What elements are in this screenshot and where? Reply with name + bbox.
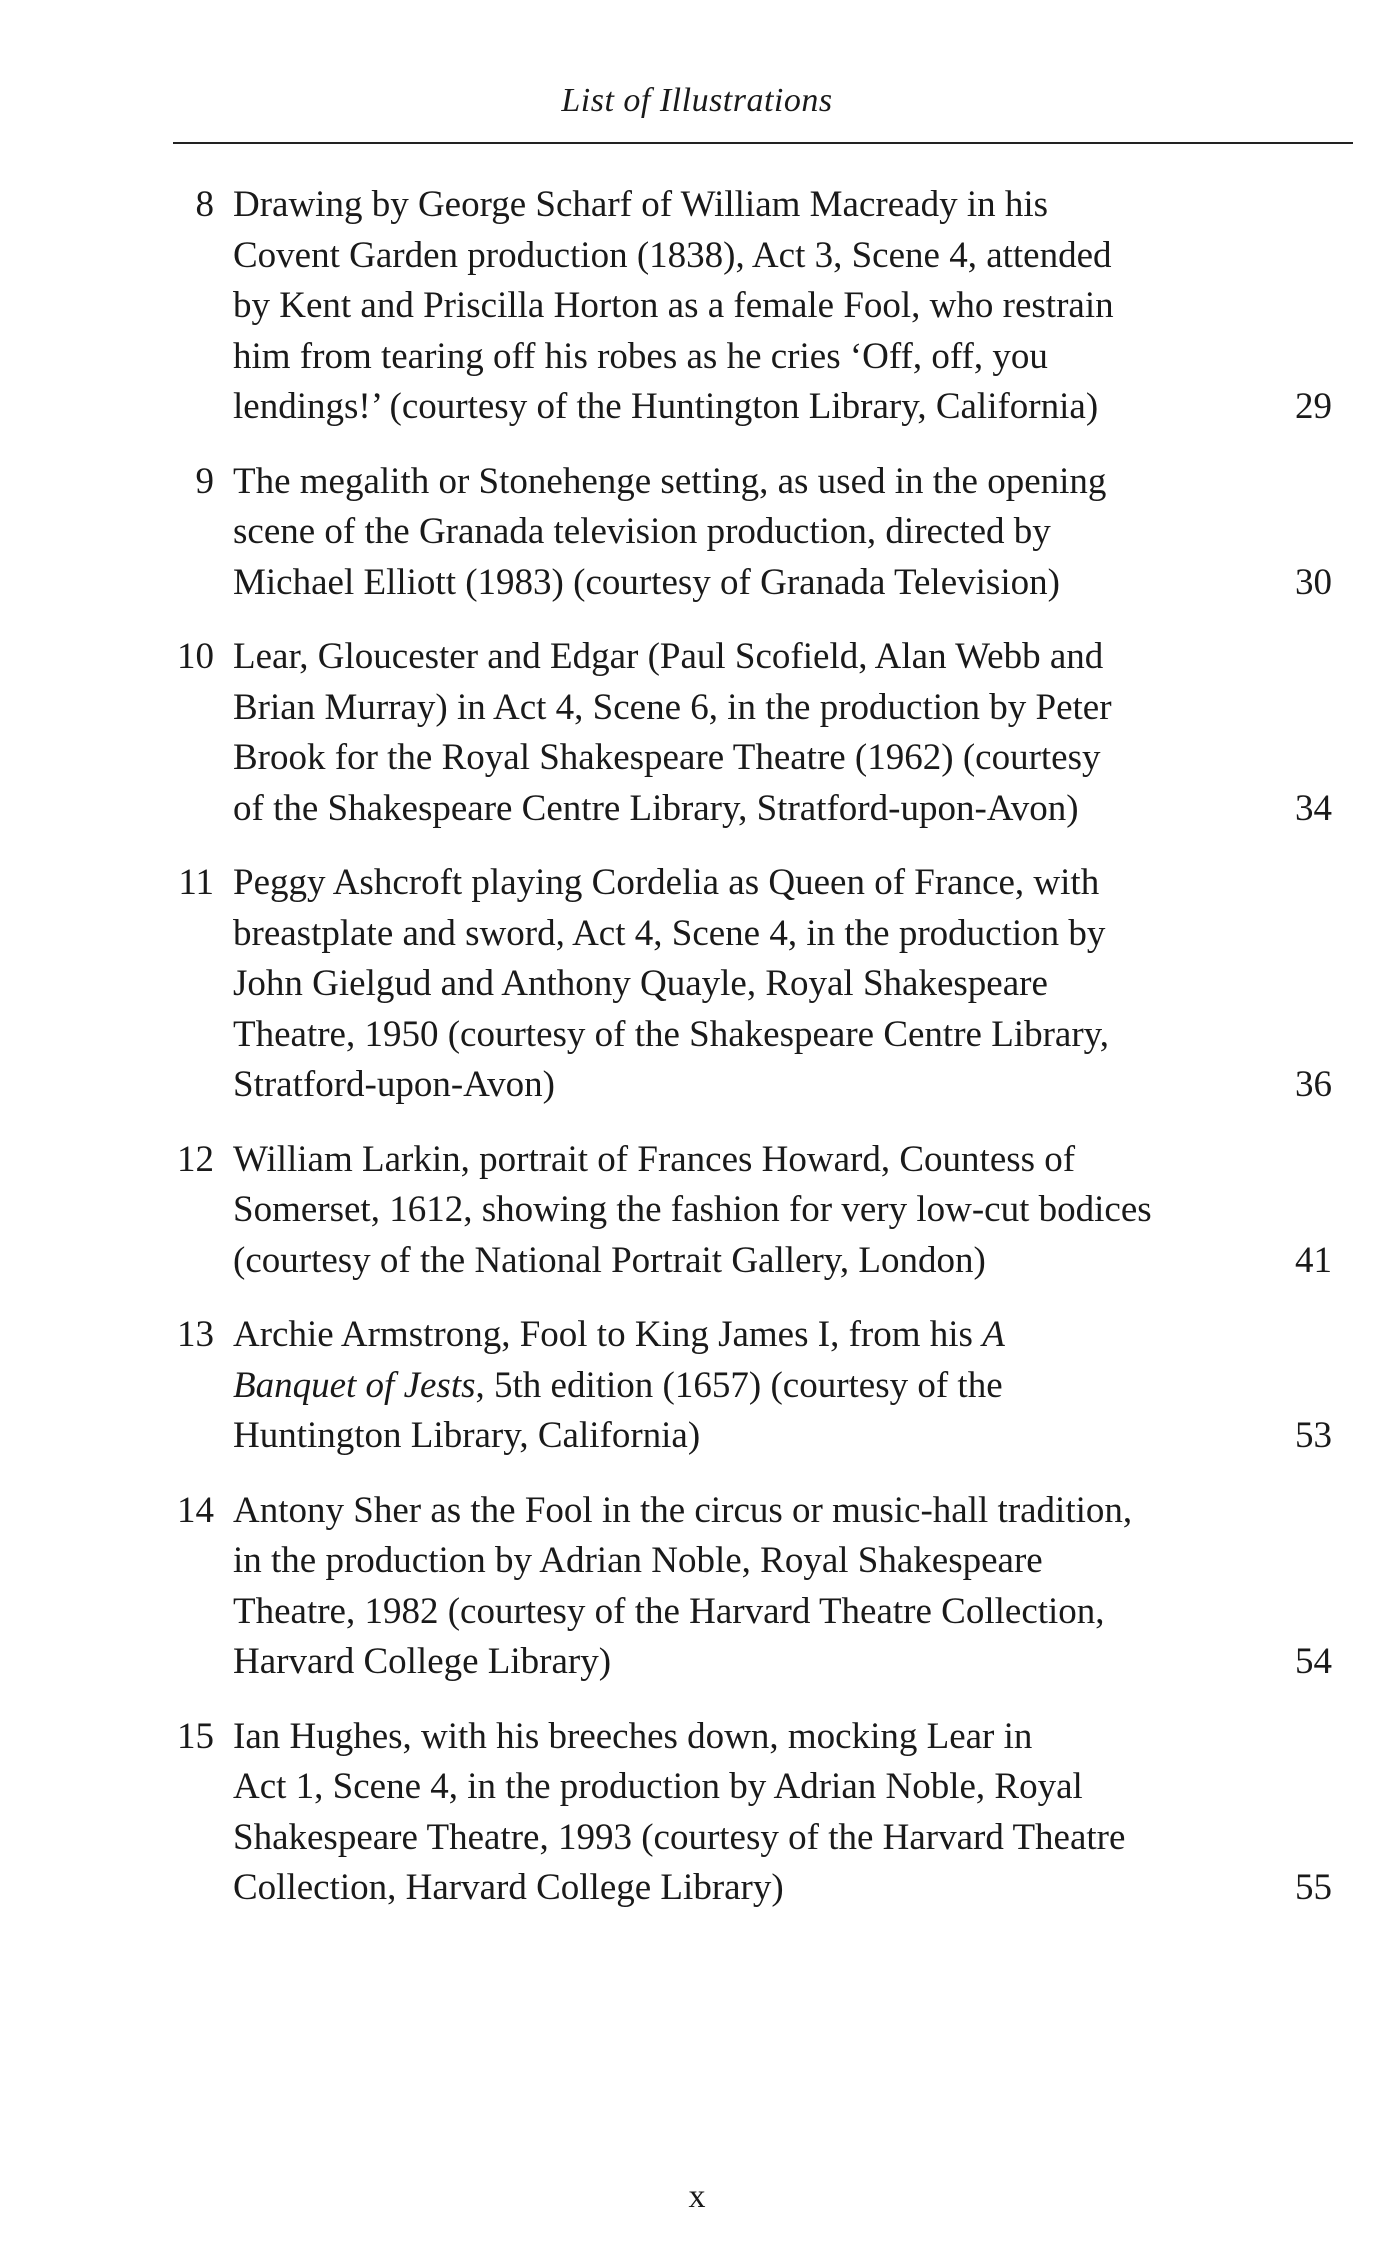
illustration-list bbox=[0, 180, 1394, 1938]
entry-page-number: 36 bbox=[1295, 1064, 1332, 1105]
entry-page-number: 34 bbox=[1295, 787, 1332, 829]
entry-number: 13 bbox=[177, 1314, 214, 1355]
entry-page-number: 55 bbox=[1295, 1867, 1332, 1908]
list-entry bbox=[0, 180, 1394, 433]
entry-caption bbox=[233, 1310, 1253, 1462]
book-title: A Banquet of Jests bbox=[233, 1314, 1005, 1406]
entry-number: 11 bbox=[178, 862, 214, 903]
list-entry bbox=[0, 858, 1394, 1111]
list-entry bbox=[0, 632, 1394, 834]
entry-number: 12 bbox=[177, 1138, 214, 1180]
entry-caption: William Larkin, portrait of Frances Howard, Countess of Somerset, 1612, showing the fashion for very low-cut bodices (courtesy of the National Portrait Gallery, London) bbox=[233, 1138, 1152, 1281]
running-head: List of Illustrations bbox=[561, 82, 833, 119]
entry-caption: The megalith or Stonehenge setting, as used in the opening scene of the Granada television production, directed by Michael Elliott (1983) (courtesy of Granada Television) bbox=[233, 460, 1107, 603]
entry-page-number: 30 bbox=[1295, 561, 1332, 603]
entry-page-number: 41 bbox=[1295, 1239, 1332, 1281]
page-folio: x bbox=[688, 2178, 706, 2215]
list-entry bbox=[0, 1135, 1394, 1287]
entry-caption: Antony Sher as the Fool in the circus or music-hall tradition, in the production by Adrian Noble, Royal Shakespeare Theatre, 1982 (courtesy of the Harvard Theatre Collection, Harvard College Library) bbox=[233, 1489, 1133, 1682]
entry-number: 8 bbox=[195, 184, 214, 225]
caption-text: , 5th edition (1657) (courtesy of the Huntington Library, California) bbox=[233, 1364, 1003, 1456]
header-rule bbox=[173, 142, 1353, 144]
entry-caption: Drawing by George Scharf of William Macready in his Covent Garden production (1838), Act 3, Scene 4, attended by Kent and Priscilla Horton as a female Fool, who restrain him from tearing off his robes as he cries ‘Off, off, you lendings!’ (courtesy of the Huntington Library, California) bbox=[233, 184, 1114, 427]
caption-text: Archie Armstrong, Fool to King James I, from his bbox=[233, 1314, 983, 1355]
list-entry bbox=[0, 1310, 1394, 1462]
list-entry bbox=[0, 1486, 1394, 1688]
entry-number: 10 bbox=[177, 636, 214, 677]
entry-caption: Lear, Gloucester and Edgar (Paul Scofield, Alan Webb and Brian Murray) in Act 4, Scene 6, in the production by Peter Brook for the Royal Shakespeare Theatre (1962) (courtesy of the Shakespeare Centre Library, Stratford-upon-Avon) bbox=[233, 636, 1112, 829]
entry-caption: Peggy Ashcroft playing Cordelia as Queen of France, with breastplate and sword, Act 4, Scene 4, in the production by John Gielgud and Anthony Quayle, Royal Shakespeare Theatre, 1950 (courtesy of the Shakespeare Centre Library, Stratford-upon-Avon) bbox=[233, 862, 1109, 1105]
list-entry bbox=[0, 1712, 1394, 1914]
entry-number: 14 bbox=[177, 1489, 214, 1531]
entry-page-number: 53 bbox=[1295, 1415, 1332, 1456]
entry-page-number: 29 bbox=[1295, 386, 1332, 427]
entry-number: 15 bbox=[177, 1715, 214, 1757]
entry-number: 9 bbox=[195, 460, 214, 502]
entry-caption: Ian Hughes, with his breeches down, mocking Lear in Act 1, Scene 4, in the production by Adrian Noble, Royal Shakespeare Theatre, 1993 (courtesy of the Harvard Theatre Collection, Harvard College Library) bbox=[233, 1715, 1126, 1908]
entry-page-number: 54 bbox=[1295, 1641, 1332, 1682]
list-entry bbox=[0, 457, 1394, 609]
